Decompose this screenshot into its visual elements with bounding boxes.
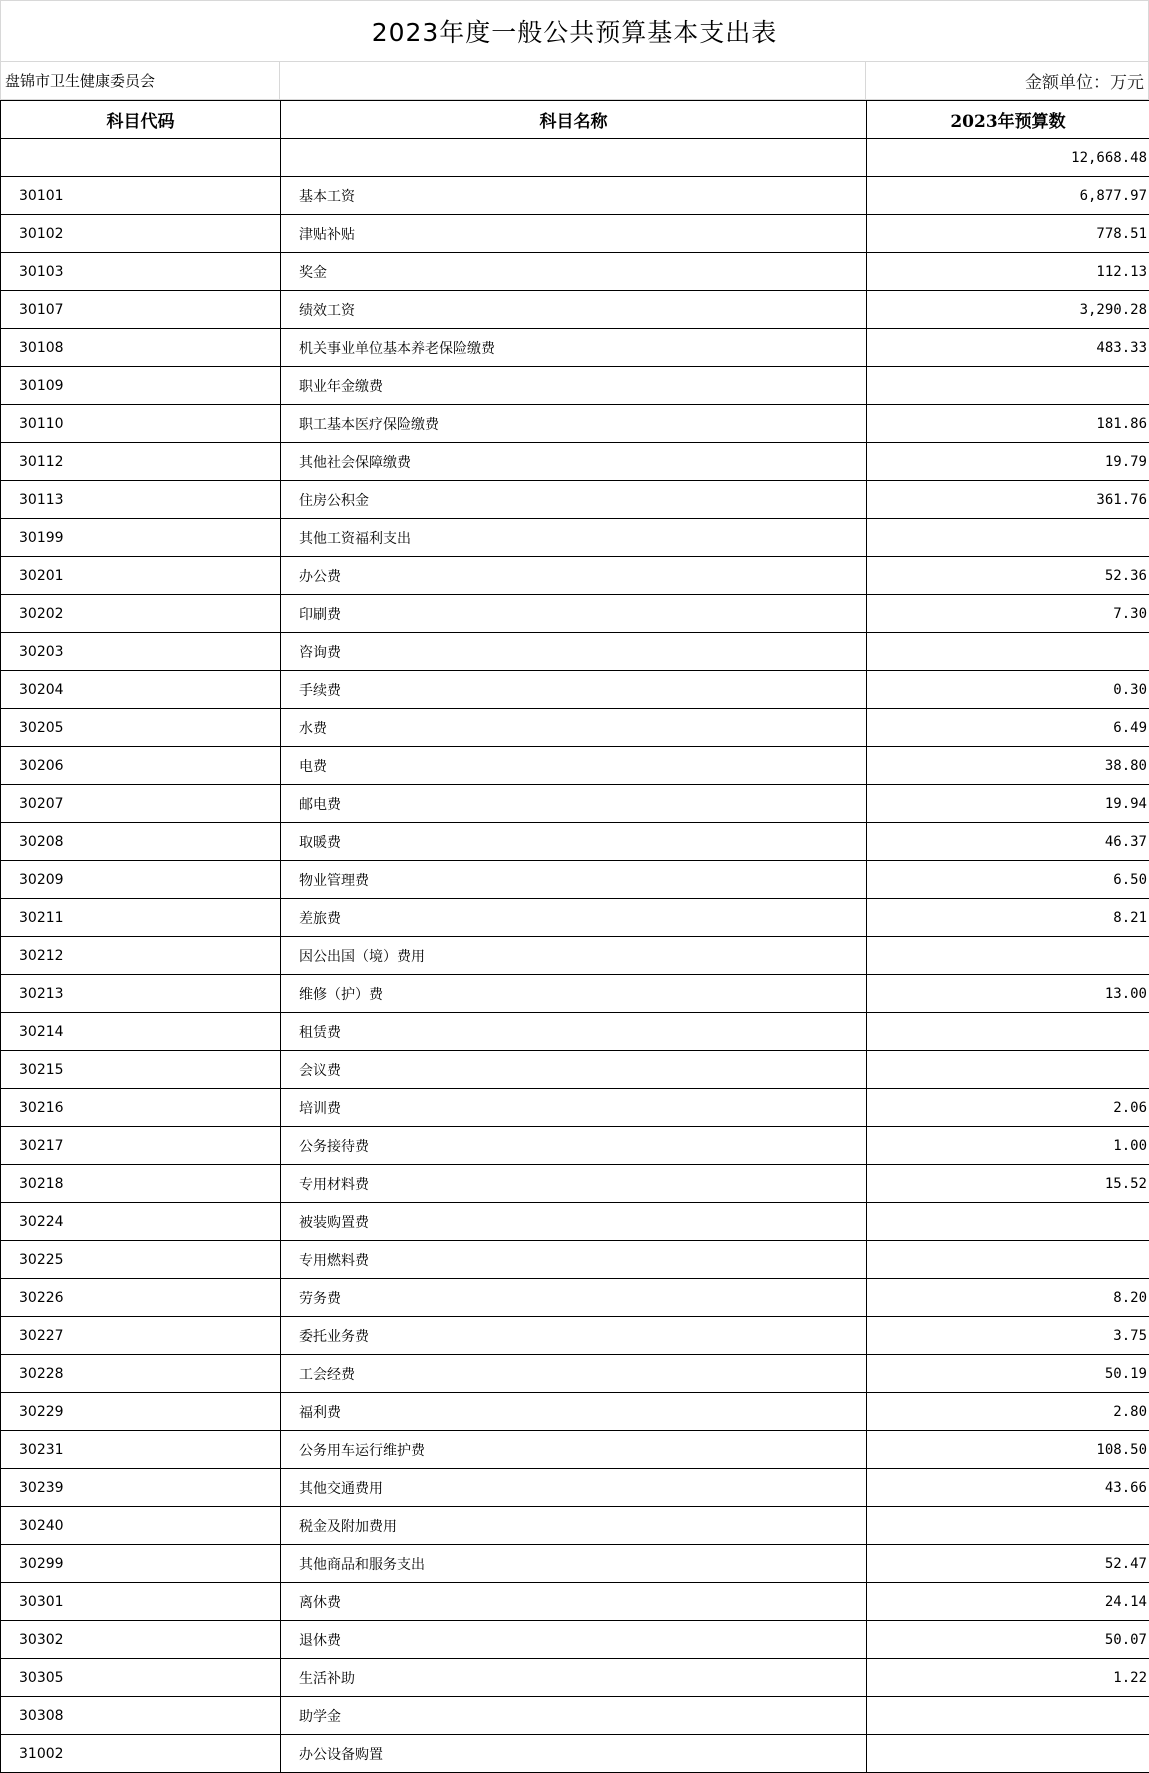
- table-row: [1, 1659, 1149, 1697]
- row-name: 助学金: [281, 1697, 867, 1735]
- row-code: 30113: [1, 481, 281, 519]
- row-name: 税金及附加费用: [281, 1507, 867, 1545]
- row-code: 30224: [1, 1203, 281, 1241]
- row-code: 30229: [1, 1393, 281, 1431]
- row-code: 30231: [1, 1431, 281, 1469]
- table-row: [1, 519, 1149, 557]
- row-amount: [867, 1013, 1149, 1051]
- row-code: 30227: [1, 1317, 281, 1355]
- row-amount: 46.37: [867, 823, 1149, 861]
- total-name-cell: [281, 139, 867, 177]
- total-row: [1, 139, 1149, 177]
- row-amount: 2.06: [867, 1089, 1149, 1127]
- table-row: [1, 1203, 1149, 1241]
- row-name: 津贴补贴: [281, 215, 867, 253]
- row-code: 30207: [1, 785, 281, 823]
- row-code: 30109: [1, 367, 281, 405]
- row-amount: [867, 1507, 1149, 1545]
- table-row: [1, 1469, 1149, 1507]
- row-amount: 50.19: [867, 1355, 1149, 1393]
- row-name: 水费: [281, 709, 867, 747]
- row-name: 劳务费: [281, 1279, 867, 1317]
- row-amount: [867, 633, 1149, 671]
- row-amount: [867, 1241, 1149, 1279]
- row-code: 30205: [1, 709, 281, 747]
- row-code: 30110: [1, 405, 281, 443]
- row-code: 30202: [1, 595, 281, 633]
- table-row: [1, 291, 1149, 329]
- row-name: 福利费: [281, 1393, 867, 1431]
- row-amount: 1.00: [867, 1127, 1149, 1165]
- table-row: [1, 215, 1149, 253]
- row-name: 其他商品和服务支出: [281, 1545, 867, 1583]
- table-row: [1, 1355, 1149, 1393]
- table-row: [1, 1431, 1149, 1469]
- row-name: 公务接待费: [281, 1127, 867, 1165]
- row-code: 30299: [1, 1545, 281, 1583]
- table-row: [1, 861, 1149, 899]
- row-name: 绩效工资: [281, 291, 867, 329]
- table-row: [1, 785, 1149, 823]
- total-amount: 12,668.48: [867, 139, 1149, 177]
- row-name: 差旅费: [281, 899, 867, 937]
- row-amount: 3.75: [867, 1317, 1149, 1355]
- table-row: [1, 443, 1149, 481]
- row-amount: 361.76: [867, 481, 1149, 519]
- row-amount: [867, 1697, 1149, 1735]
- row-code: 30217: [1, 1127, 281, 1165]
- amount-unit-label: 金额单位：万元: [866, 62, 1149, 99]
- row-name: 咨询费: [281, 633, 867, 671]
- row-amount: 50.07: [867, 1621, 1149, 1659]
- row-amount: 483.33: [867, 329, 1149, 367]
- row-code: 30101: [1, 177, 281, 215]
- unit-name: 盘锦市卫生健康委员会: [0, 62, 280, 99]
- table-header-row: [1, 101, 1149, 139]
- row-amount: 38.80: [867, 747, 1149, 785]
- row-amount: 19.94: [867, 785, 1149, 823]
- row-amount: [867, 1203, 1149, 1241]
- row-name: 专用材料费: [281, 1165, 867, 1203]
- row-name: 其他工资福利支出: [281, 519, 867, 557]
- table-row: [1, 1013, 1149, 1051]
- row-code: 30218: [1, 1165, 281, 1203]
- row-name: 会议费: [281, 1051, 867, 1089]
- row-amount: [867, 937, 1149, 975]
- row-amount: 24.14: [867, 1583, 1149, 1621]
- row-name: 被装购置费: [281, 1203, 867, 1241]
- row-code: 30203: [1, 633, 281, 671]
- row-code: 30240: [1, 1507, 281, 1545]
- row-code: 30206: [1, 747, 281, 785]
- row-code: 30301: [1, 1583, 281, 1621]
- row-name: 因公出国（境）费用: [281, 937, 867, 975]
- row-name: 办公费: [281, 557, 867, 595]
- row-name: 培训费: [281, 1089, 867, 1127]
- row-code: 30216: [1, 1089, 281, 1127]
- table-row: [1, 1545, 1149, 1583]
- row-code: 30102: [1, 215, 281, 253]
- row-code: 30209: [1, 861, 281, 899]
- row-name: 工会经费: [281, 1355, 867, 1393]
- row-code: 30302: [1, 1621, 281, 1659]
- row-code: 30211: [1, 899, 281, 937]
- header-name: 科目名称: [281, 101, 867, 139]
- row-code: 30199: [1, 519, 281, 557]
- row-amount: 7.30: [867, 595, 1149, 633]
- table-row: [1, 1051, 1149, 1089]
- row-code: 30308: [1, 1697, 281, 1735]
- row-code: 30214: [1, 1013, 281, 1051]
- row-name: 租赁费: [281, 1013, 867, 1051]
- row-name: 邮电费: [281, 785, 867, 823]
- row-amount: [867, 1051, 1149, 1089]
- row-amount: 108.50: [867, 1431, 1149, 1469]
- row-amount: 13.00: [867, 975, 1149, 1013]
- table-row: [1, 329, 1149, 367]
- row-amount: 3,290.28: [867, 291, 1149, 329]
- row-code: 30201: [1, 557, 281, 595]
- row-amount: [867, 519, 1149, 557]
- row-amount: 8.21: [867, 899, 1149, 937]
- row-code: 30225: [1, 1241, 281, 1279]
- budget-table: [0, 100, 1149, 1773]
- row-amount: 19.79: [867, 443, 1149, 481]
- meta-spacer: [280, 62, 866, 99]
- row-amount: 2.80: [867, 1393, 1149, 1431]
- row-amount: 8.20: [867, 1279, 1149, 1317]
- table-row: [1, 1127, 1149, 1165]
- row-name: 委托业务费: [281, 1317, 867, 1355]
- row-code: 30204: [1, 671, 281, 709]
- total-code-cell: [1, 139, 281, 177]
- table-row: [1, 1621, 1149, 1659]
- table-row: [1, 481, 1149, 519]
- table-row: [1, 747, 1149, 785]
- row-amount: 43.66: [867, 1469, 1149, 1507]
- table-row: [1, 1507, 1149, 1545]
- table-row: [1, 671, 1149, 709]
- row-code: 30107: [1, 291, 281, 329]
- row-name: 公务用车运行维护费: [281, 1431, 867, 1469]
- row-code: 30226: [1, 1279, 281, 1317]
- row-code: 30108: [1, 329, 281, 367]
- table-row: [1, 937, 1149, 975]
- table-row: [1, 1583, 1149, 1621]
- row-name: 其他社会保障缴费: [281, 443, 867, 481]
- page-title: 2023年度一般公共预算基本支出表: [0, 0, 1149, 62]
- row-name: 生活补助: [281, 1659, 867, 1697]
- row-name: 电费: [281, 747, 867, 785]
- row-code: 30239: [1, 1469, 281, 1507]
- row-amount: 6,877.97: [867, 177, 1149, 215]
- row-name: 其他交通费用: [281, 1469, 867, 1507]
- row-amount: 778.51: [867, 215, 1149, 253]
- row-name: 机关事业单位基本养老保险缴费: [281, 329, 867, 367]
- row-name: 职业年金缴费: [281, 367, 867, 405]
- table-row: [1, 1165, 1149, 1203]
- row-amount: 1.22: [867, 1659, 1149, 1697]
- table-row: [1, 405, 1149, 443]
- meta-row: [0, 62, 1149, 100]
- row-code: 30212: [1, 937, 281, 975]
- row-name: 取暖费: [281, 823, 867, 861]
- row-code: 30215: [1, 1051, 281, 1089]
- header-code: 科目代码: [1, 101, 281, 139]
- row-code: 30305: [1, 1659, 281, 1697]
- row-name: 维修（护）费: [281, 975, 867, 1013]
- row-name: 办公设备购置: [281, 1735, 867, 1773]
- row-name: 专用燃料费: [281, 1241, 867, 1279]
- row-amount: 52.47: [867, 1545, 1149, 1583]
- row-amount: 6.49: [867, 709, 1149, 747]
- row-name: 离休费: [281, 1583, 867, 1621]
- row-name: 物业管理费: [281, 861, 867, 899]
- row-amount: 15.52: [867, 1165, 1149, 1203]
- table-row: [1, 1279, 1149, 1317]
- table-row: [1, 253, 1149, 291]
- row-name: 住房公积金: [281, 481, 867, 519]
- table-row: [1, 367, 1149, 405]
- row-amount: [867, 1735, 1149, 1773]
- table-row: [1, 633, 1149, 671]
- row-code: 30213: [1, 975, 281, 1013]
- row-amount: 181.86: [867, 405, 1149, 443]
- row-amount: 52.36: [867, 557, 1149, 595]
- table-row: [1, 899, 1149, 937]
- row-code: 30112: [1, 443, 281, 481]
- row-code: 30103: [1, 253, 281, 291]
- row-amount: 0.30: [867, 671, 1149, 709]
- row-name: 退休费: [281, 1621, 867, 1659]
- table-row: [1, 595, 1149, 633]
- table-row: [1, 1393, 1149, 1431]
- table-row: [1, 1089, 1149, 1127]
- table-row: [1, 1317, 1149, 1355]
- row-amount: 6.50: [867, 861, 1149, 899]
- row-code: 30228: [1, 1355, 281, 1393]
- table-row: [1, 823, 1149, 861]
- row-amount: [867, 367, 1149, 405]
- table-row: [1, 177, 1149, 215]
- row-name: 奖金: [281, 253, 867, 291]
- row-name: 职工基本医疗保险缴费: [281, 405, 867, 443]
- row-code: 30208: [1, 823, 281, 861]
- table-row: [1, 709, 1149, 747]
- table-row: [1, 1735, 1149, 1773]
- row-name: 基本工资: [281, 177, 867, 215]
- row-amount: 112.13: [867, 253, 1149, 291]
- table-row: [1, 975, 1149, 1013]
- header-amount: 2023年预算数: [867, 101, 1149, 139]
- table-row: [1, 1697, 1149, 1735]
- row-name: 手续费: [281, 671, 867, 709]
- row-code: 31002: [1, 1735, 281, 1773]
- table-row: [1, 1241, 1149, 1279]
- row-name: 印刷费: [281, 595, 867, 633]
- table-row: [1, 557, 1149, 595]
